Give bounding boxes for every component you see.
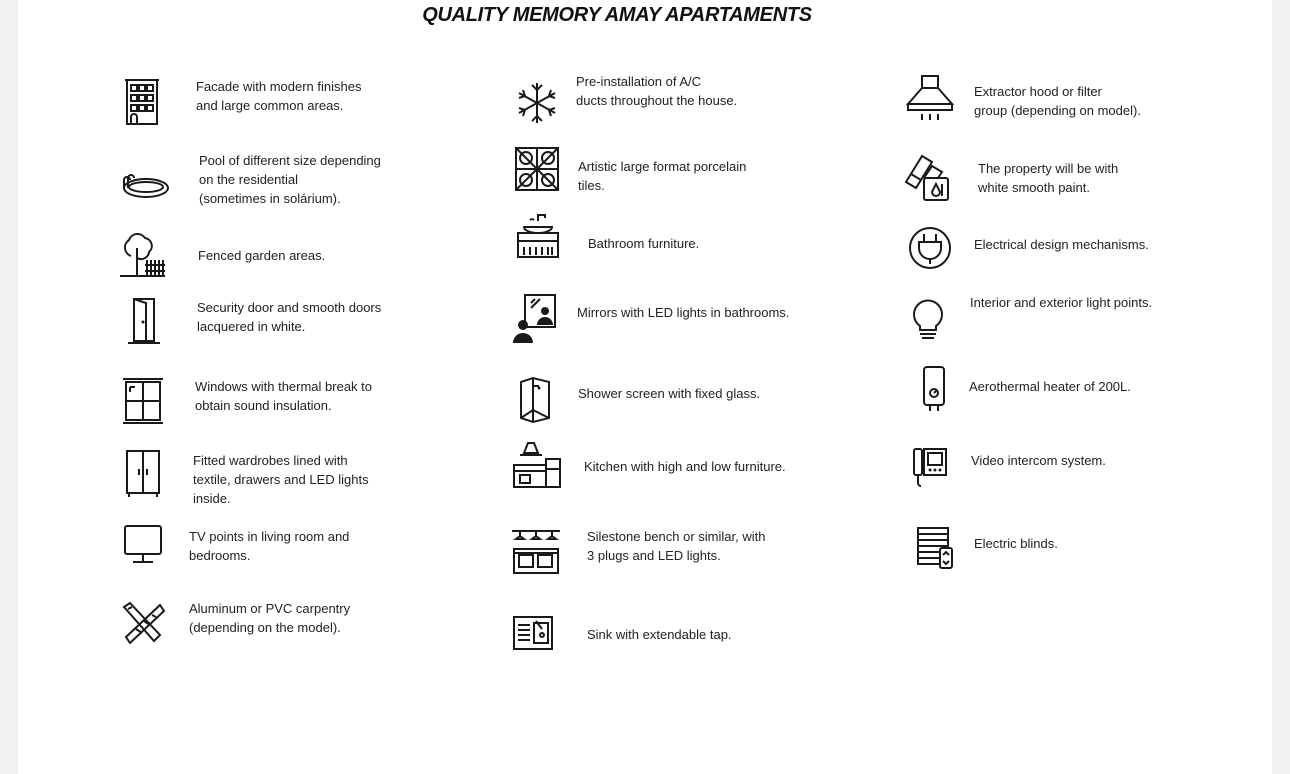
kitchen-icon <box>510 439 562 491</box>
feature-text-tiles: Artistic large format porcelain tiles. <box>578 159 747 193</box>
countertop-icon <box>510 525 562 577</box>
feature-text-electrical: Electrical design mechanisms. <box>974 237 1149 252</box>
feature-text-paint: The property will be with white smooth paint. <box>978 161 1119 195</box>
feature-text-pool: Pool of different size depending on the residential (sometimes in solárium). <box>199 153 381 206</box>
feature-text-windows: Windows with thermal break to obtain sound insulation. <box>195 379 373 413</box>
building-icon <box>116 76 168 128</box>
feature-text-kitchen: Kitchen with high and low furniture. <box>584 459 786 474</box>
shower-icon <box>509 372 561 424</box>
feature-text-mirrors: Mirrors with LED lights in bathrooms. <box>577 305 790 320</box>
feature-text-countertop: Silestone bench or similar, with 3 plugs and LED lights. <box>587 529 766 563</box>
feature-text-shower: Shower screen with fixed glass. <box>578 386 761 401</box>
paint-icon <box>902 152 954 204</box>
document-page <box>18 0 1272 774</box>
feature-text-doors: Security door and smooth doors lacquered in white. <box>197 300 382 334</box>
bathroom-sink-icon <box>512 209 564 261</box>
feature-text-extractor: Extractor hood or filter group (depending on model). <box>974 84 1141 118</box>
snowflake-icon <box>511 77 563 129</box>
blinds-icon <box>908 522 960 574</box>
plug-icon <box>904 222 956 274</box>
feature-text-tv: TV points in living room and bedrooms. <box>189 529 350 563</box>
feature-text-carpentry: Aluminum or PVC carpentry (depending on the model). <box>189 601 351 635</box>
wardrobe-icon <box>117 447 169 499</box>
window-icon <box>117 374 169 426</box>
intercom-icon <box>906 441 958 493</box>
feature-text-heater: Aerothermal heater of 200L. <box>969 379 1131 394</box>
garden-tree-icon <box>117 228 169 280</box>
feature-text-sink: Sink with extendable tap. <box>587 627 732 642</box>
extractor-hood-icon <box>904 72 956 124</box>
feature-text-light-points: Interior and exterior light points. <box>970 295 1153 310</box>
door-icon <box>118 295 170 347</box>
feature-text-facade: Facade with modern finishes and large common areas. <box>196 79 362 113</box>
pool-icon <box>118 158 170 210</box>
kitchen-sink-icon <box>506 607 558 659</box>
feature-text-blinds: Electric blinds. <box>974 536 1058 551</box>
feature-text-intercom: Video intercom system. <box>971 453 1106 468</box>
feature-text-wardrobes: Fitted wardrobes lined with textile, drawers and LED lights inside. <box>193 453 369 506</box>
feature-text-ac: Pre-installation of A/C ducts throughout the house. <box>576 74 738 108</box>
feature-text-bathroom-furniture: Bathroom furniture. <box>588 236 700 251</box>
page-title: QUALITY MEMORY AMAY APARTAMENTS <box>422 4 812 26</box>
tv-icon <box>117 518 169 570</box>
tiles-icon <box>511 143 563 195</box>
water-heater-icon <box>908 363 960 415</box>
mirror-icon <box>511 291 563 343</box>
carpentry-tools-icon <box>116 597 168 649</box>
feature-text-garden: Fenced garden areas. <box>198 248 326 263</box>
lightbulb-icon <box>902 292 954 344</box>
